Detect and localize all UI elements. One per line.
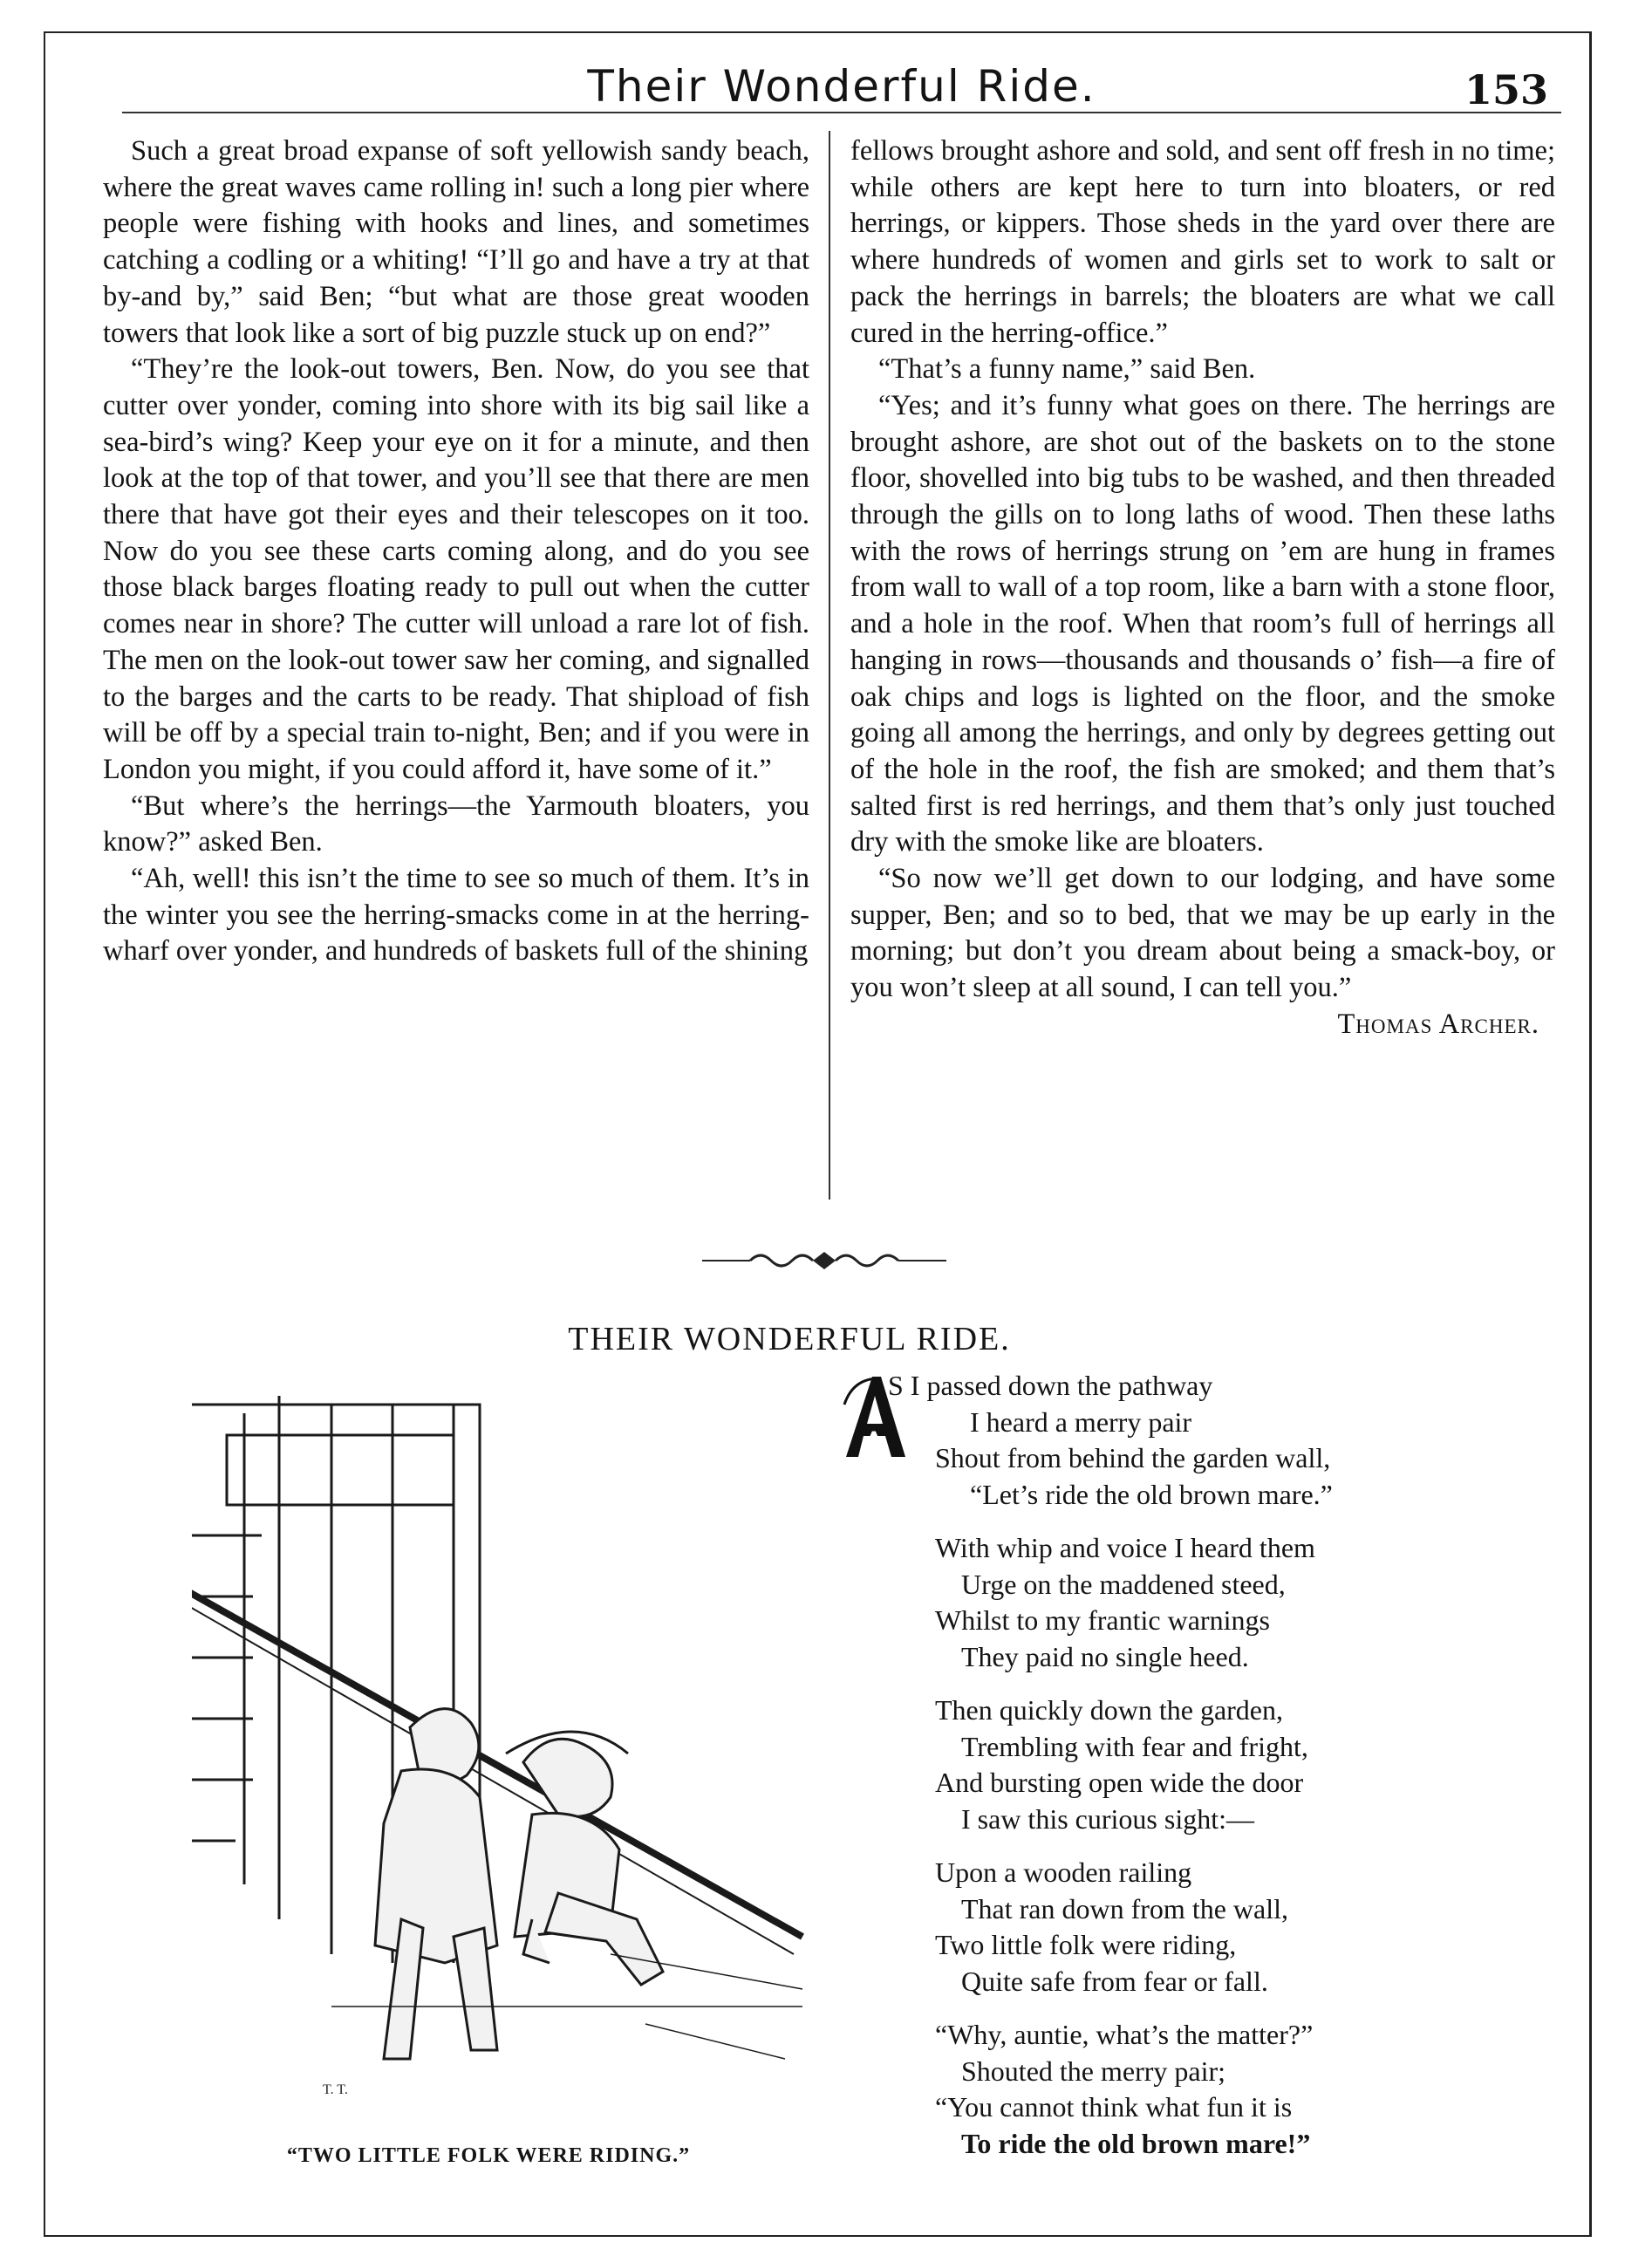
paragraph: “But where’s the herrings—the Yarmouth bloaters, you know?” asked Ben. (103, 790, 809, 858)
poem-line: S I passed down the pathway (888, 1370, 1213, 1401)
poem-stanza (837, 1530, 1500, 1675)
poem-line: That ran down from the wall, (961, 1892, 1288, 1925)
column-divider (829, 131, 830, 1200)
poem-stanza (837, 1855, 1500, 2000)
paragraph: fellows brought ashore and sold, and sent off fresh in no time; while others are kept here to turn into bloaters, or red herrings, or kippers. Those sheds in the yard over there are where hundreds of women and girls set to work to salt or pack the herrings in barrels; the bloaters are what we call cured in the herring-office.” (850, 135, 1555, 349)
dropcap-ornamental-a (837, 1370, 911, 1466)
article-right-column (850, 133, 1555, 1043)
poem-line: Quite safe from fear or fall. (961, 1965, 1268, 1997)
paragraph-text: “So now we’ll get down to our lodging, and have some supper, Ben; and so to bed, that we may be up early in the morning; but don’t you dream about being a smack-boy, or you won’t sleep at all sound, I can tell you.” (850, 863, 1555, 1004)
poem-line: Whilst to my frantic warnings (935, 1604, 1270, 1636)
author-signature: Thomas Archer. (1337, 1008, 1539, 1040)
illustration-children-riding (192, 1396, 820, 2111)
poem-line: Shout from behind the garden wall, (935, 1442, 1331, 1473)
paragraph: “Yes; and it’s funny what goes on there. The herrings are brought ashore, are shot out of the baskets on to the stone floor, shovelled into big tubs to be washed, and then threaded through the gills on to long laths of wood. Then these laths with the rows of herrings strung on ’em are hung in frames from wall to wall of a top room, like a barn with a stone floor, and a hole in the roof. When that room’s full of herrings all hanging in rows—thousands and thousands o’ fish—a fire of oak chips and logs is lighted on the floor, and the smoke going all among the herrings, and only by degrees getting out of the hole in the roof, the fish are smoked; and them that’s salted first is red herrings, and them that’s only just touched dry with the smoke like are bloaters. (850, 389, 1555, 858)
poem-line: “You cannot think what fun it is (935, 2091, 1293, 2123)
poem-line: “Why, auntie, what’s the matter?” (935, 2019, 1314, 2050)
poem-line: And bursting open wide the door (935, 1767, 1304, 1798)
poem-line: With whip and voice I heard them (935, 1532, 1315, 1563)
article-left-column (103, 133, 809, 970)
illustration-caption: “TWO LITTLE FOLK WERE RIDING.” (286, 2144, 691, 2167)
paragraph: “They’re the look-out towers, Ben. Now, do you see that cutter over yonder, coming into shore with its big sail like a sea-bird’s wing? Keep your eye on it for a minute, and then look at the top of that tower, and you’ll see that there are men there that have got their eyes and their telescopes on it too. Now do you see these carts coming along, and do you see those black barges floating ready to pull out when the cutter comes near in shore? The cutter will unload a rare lot of fish. The men on the look-out tower saw her coming, and signalled to the barges and the carts to be ready. That shipload of fish will be off by a special train to-night, Ben; and if you were in London you might, if you could afford it, have some of it.” (103, 353, 809, 785)
paragraph: “Ah, well! this isn’t the time to see so much of them. It’s in the winter you see the herring-smacks come in at the herring-wharf over yonder, and hundreds of baskets full of the shining (103, 863, 809, 967)
poem-line: They paid no single heed. (961, 1640, 1249, 1672)
poem-line: I saw this curious sight:— (961, 1802, 1254, 1835)
poem-line: I heard a merry pair (970, 1405, 1192, 1438)
paragraph: Such a great broad expanse of soft yellowish sandy beach, where the great waves came rolling in! such a long pier where people were fishing with hooks and lines, and sometimes catching a codling or a whiting! “I’ll go and have a try at that by-and by,” said Ben; “but what are those great wooden towers that look like a sort of big puzzle stuck up on end?” (103, 135, 809, 349)
header-rule (122, 112, 1561, 113)
poem-body (837, 1368, 1500, 2179)
illustrator-signature: T. T. (323, 2082, 348, 2097)
poem-stanza (837, 2017, 1500, 2162)
poem-line: Urge on the maddened steed, (961, 1568, 1286, 1600)
paragraph: “That’s a funny name,” said Ben. (878, 353, 1256, 386)
poem-stanza (837, 1368, 1500, 1513)
poem-line: Two little folk were riding, (935, 1929, 1237, 1960)
running-title: Their Wonderful Ride. (587, 61, 1096, 112)
poem-line: Upon a wooden railing (935, 1856, 1192, 1888)
dropcap-letter: A (862, 1425, 886, 1460)
poem-line: “Let’s ride the old brown mare.” (970, 1478, 1333, 1510)
paragraph (850, 861, 1555, 1040)
poem-line: Then quickly down the garden, (935, 1694, 1283, 1726)
poem-line: To ride the old brown mare!” (961, 2127, 1311, 2159)
poem-line: Shouted the merry pair; (961, 2054, 1226, 2087)
page-number: 153 (1464, 66, 1548, 113)
section-ornament (698, 1248, 951, 1274)
poem-line: Trembling with fear and fright, (961, 1730, 1308, 1762)
poem-stanza (837, 1692, 1500, 1837)
poem-title: THEIR WONDERFUL RIDE. (568, 1321, 1011, 1357)
